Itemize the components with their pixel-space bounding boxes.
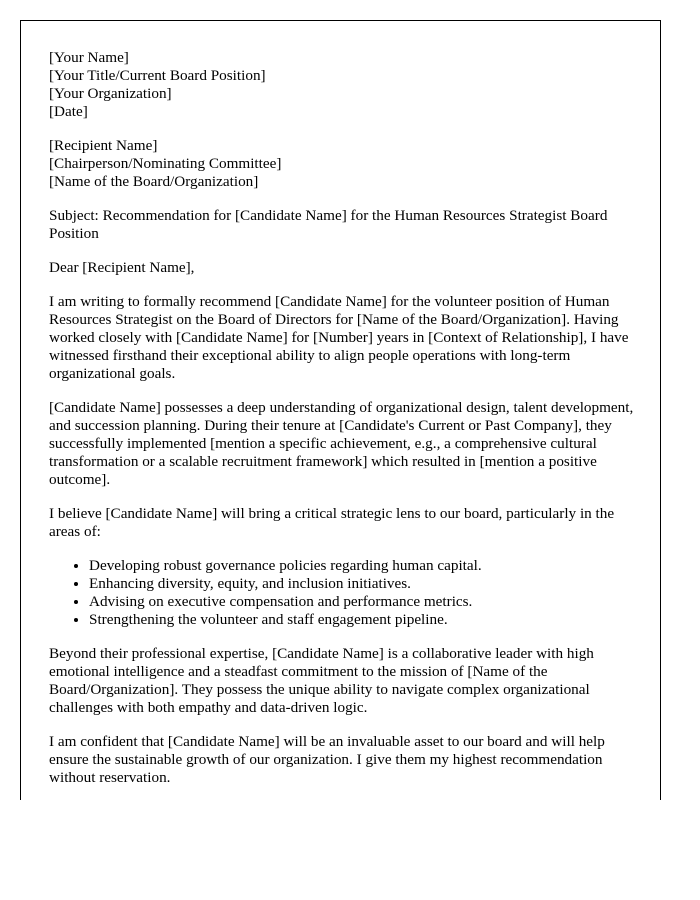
sender-organization: [Your Organization] [49, 85, 172, 102]
recipient-block [49, 137, 639, 191]
focus-areas-list [49, 557, 639, 629]
sender-title: [Your Title/Current Board Position] [49, 67, 266, 84]
list-item: • Advising on executive compensation and performance metrics. [89, 593, 639, 611]
character-paragraph: Beyond their professional expertise, [Candidate Name] is a collaborative leader with high emotional intelligence and a steadfast commitment to the mission of [Name of the Board/Organization]. They possess the unique ability to navigate complex organizational challenges with both empathy and data-driven logic. [49, 645, 594, 716]
closing-paragraph: I am confident that [Candidate Name] will be an invaluable asset to our board and will help ensure the sustainable growth of our organization. I give them my highest recommendation without reservation. [49, 733, 605, 786]
sender-name: [Your Name] [49, 49, 129, 66]
sender-block [49, 49, 639, 121]
recipient-role: [Chairperson/Nominating Committee] [49, 155, 282, 172]
recipient-name: [Recipient Name] [49, 137, 158, 154]
list-item: • Enhancing diversity, equity, and inclusion initiatives. [89, 575, 639, 593]
list-item: • Strengthening the volunteer and staff engagement pipeline. [89, 611, 639, 629]
letter-page [20, 20, 661, 800]
qualifications-paragraph: [Candidate Name] possesses a deep understanding of organizational design, talent development, and succession planning. During their tenure at [Candidate's Current or Past Company], they successfully implemented [mention a specific achievement, e.g., a comprehensive cultural transformation or a scalable recruitment framework] which resulted in [mention a positive outcome]. [49, 399, 634, 488]
recipient-board: [Name of the Board/Organization] [49, 173, 259, 190]
letter-date: [Date] [49, 103, 88, 120]
intro-paragraph: I am writing to formally recommend [Candidate Name] for the volunteer position of Human Resources Strategist on the Board of Directors for [Name of the Board/Organization]. Having worked closely with [Candidate Name] for [Number] years in [Context of Relationship], I have witnessed firsthand their exceptional ability to align people operations with long-term organizational goals. [49, 293, 629, 382]
list-item: • Developing robust governance policies regarding human capital. [89, 557, 639, 575]
subject-line: Subject: Recommendation for [Candidate Name] for the Human Resources Strategist Board Position [49, 207, 608, 242]
focus-intro-paragraph: I believe [Candidate Name] will bring a critical strategic lens to our board, particularly in the areas of: [49, 505, 615, 540]
letter-body [49, 49, 639, 803]
salutation: Dear [Recipient Name], [49, 259, 195, 276]
